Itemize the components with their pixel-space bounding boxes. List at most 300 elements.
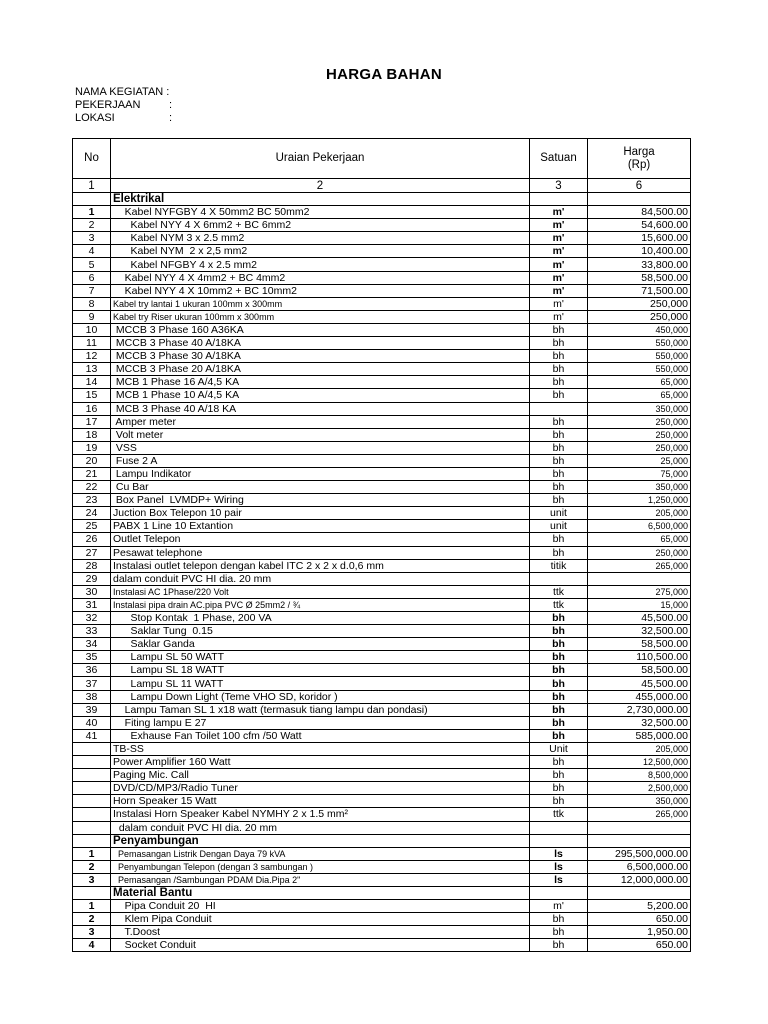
table-row bbox=[73, 520, 691, 533]
cell-no: 28 bbox=[73, 559, 111, 572]
cell-unit bbox=[530, 886, 588, 899]
cell-no: 33 bbox=[73, 625, 111, 638]
cell-no: 2 bbox=[73, 860, 111, 873]
cell-unit: bh bbox=[530, 350, 588, 363]
cell-price: 5,200.00 bbox=[588, 900, 691, 913]
col-index-3: 3 bbox=[530, 179, 588, 193]
cell-desc: Cu Bar bbox=[111, 481, 530, 494]
cell-no: 25 bbox=[73, 520, 111, 533]
cell-desc: Power Amplifier 160 Watt bbox=[111, 756, 530, 769]
cell-price: 550,000 bbox=[588, 363, 691, 376]
cell-unit: bh bbox=[530, 638, 588, 651]
cell-desc: Kabel NYM 2 x 2,5 mm2 bbox=[111, 245, 530, 258]
cell-price bbox=[588, 821, 691, 834]
cell-price: 250,000 bbox=[588, 428, 691, 441]
cell-unit: Unit bbox=[530, 742, 588, 755]
cell-unit: m' bbox=[530, 284, 588, 297]
cell-desc: Pemasangan /Sambungan PDAM Dia.Pipa 2" bbox=[111, 873, 530, 886]
table-row bbox=[73, 625, 691, 638]
table-row bbox=[73, 756, 691, 769]
cell-price: 265,000 bbox=[588, 808, 691, 821]
table-row bbox=[73, 782, 691, 795]
cell-price: 1,950.00 bbox=[588, 926, 691, 939]
table-header bbox=[73, 139, 691, 179]
cell-unit: bh bbox=[530, 677, 588, 690]
cell-desc: Instalasi pipa drain AC.pipa PVC Ø 25mm2 / ¾ bbox=[111, 598, 530, 611]
cell-unit: bh bbox=[530, 454, 588, 467]
meta-value: : bbox=[169, 99, 173, 111]
table-row bbox=[73, 232, 691, 245]
cell-unit: m' bbox=[530, 245, 588, 258]
cell-price: 58,500.00 bbox=[588, 638, 691, 651]
page-title: HARGA BAHAN bbox=[325, 66, 443, 83]
cell-no bbox=[73, 742, 111, 755]
cell-no bbox=[73, 193, 111, 206]
cell-no: 3 bbox=[73, 926, 111, 939]
cell-desc: dalam conduit PVC HI dia. 20 mm bbox=[111, 572, 530, 585]
table-row bbox=[73, 337, 691, 350]
cell-price: 54,600.00 bbox=[588, 219, 691, 232]
table-row bbox=[73, 441, 691, 454]
table-row bbox=[73, 559, 691, 572]
cell-desc: Kabel NYFGBY 4 X 50mm2 BC 50mm2 bbox=[111, 206, 530, 219]
table-row bbox=[73, 245, 691, 258]
table-row bbox=[73, 389, 691, 402]
cell-unit: bh bbox=[530, 913, 588, 926]
cell-no: 38 bbox=[73, 690, 111, 703]
cell-desc: Pesawat telephone bbox=[111, 546, 530, 559]
cell-unit: unit bbox=[530, 520, 588, 533]
cell-price: 45,500.00 bbox=[588, 677, 691, 690]
section-row bbox=[73, 886, 691, 899]
cell-no: 31 bbox=[73, 598, 111, 611]
cell-desc: DVD/CD/MP3/Radio Tuner bbox=[111, 782, 530, 795]
table-row bbox=[73, 860, 691, 873]
cell-desc: Amper meter bbox=[111, 415, 530, 428]
table-row bbox=[73, 612, 691, 625]
cell-price: 650.00 bbox=[588, 939, 691, 952]
cell-desc: MCCB 3 Phase 40 A/18KA bbox=[111, 337, 530, 350]
cell-price: 450,000 bbox=[588, 323, 691, 336]
meta-label: LOKASI bbox=[75, 112, 115, 124]
table-row bbox=[73, 284, 691, 297]
cell-desc: Lampu SL 50 WATT bbox=[111, 651, 530, 664]
table-row bbox=[73, 585, 691, 598]
cell-price: 205,000 bbox=[588, 507, 691, 520]
cell-unit: m' bbox=[530, 310, 588, 323]
table-row bbox=[73, 677, 691, 690]
cell-unit: ttk bbox=[530, 585, 588, 598]
meta-lokasi bbox=[75, 112, 172, 125]
cell-unit: bh bbox=[530, 389, 588, 402]
table-row bbox=[73, 467, 691, 480]
cell-price: 33,800.00 bbox=[588, 258, 691, 271]
cell-no bbox=[73, 756, 111, 769]
cell-no: 2 bbox=[73, 219, 111, 232]
cell-unit: bh bbox=[530, 939, 588, 952]
table-row bbox=[73, 219, 691, 232]
table-row bbox=[73, 900, 691, 913]
cell-price: 250,000 bbox=[588, 441, 691, 454]
cell-unit bbox=[530, 572, 588, 585]
meta-pekerjaan bbox=[75, 99, 172, 112]
cell-unit: bh bbox=[530, 926, 588, 939]
cell-price: 32,500.00 bbox=[588, 716, 691, 729]
header-satuan: Satuan bbox=[530, 139, 588, 179]
cell-price: 65,000 bbox=[588, 533, 691, 546]
cell-no: 14 bbox=[73, 376, 111, 389]
cell-price: 250,000 bbox=[588, 297, 691, 310]
table-row bbox=[73, 297, 691, 310]
table-row bbox=[73, 402, 691, 415]
table-row bbox=[73, 913, 691, 926]
table-row bbox=[73, 310, 691, 323]
table-row bbox=[73, 206, 691, 219]
cell-no: 17 bbox=[73, 415, 111, 428]
cell-desc: Kabel NYM 3 x 2.5 mm2 bbox=[111, 232, 530, 245]
header-harga bbox=[588, 139, 691, 179]
table-row bbox=[73, 821, 691, 834]
cell-desc: TB-SS bbox=[111, 742, 530, 755]
cell-desc: Socket Conduit bbox=[111, 939, 530, 952]
cell-unit: m' bbox=[530, 271, 588, 284]
cell-price: 350,000 bbox=[588, 795, 691, 808]
table-row bbox=[73, 847, 691, 860]
section-row bbox=[73, 193, 691, 206]
table-row bbox=[73, 926, 691, 939]
cell-no: 7 bbox=[73, 284, 111, 297]
table-row bbox=[73, 494, 691, 507]
cell-no bbox=[73, 808, 111, 821]
table-row bbox=[73, 454, 691, 467]
table-row bbox=[73, 808, 691, 821]
header-no: No bbox=[73, 139, 111, 179]
cell-unit: ls bbox=[530, 847, 588, 860]
cell-desc: MCB 1 Phase 10 A/4,5 KA bbox=[111, 389, 530, 402]
table-row bbox=[73, 481, 691, 494]
cell-no bbox=[73, 834, 111, 847]
table-row bbox=[73, 533, 691, 546]
cell-price: 1,250,000 bbox=[588, 494, 691, 507]
cell-desc: MCB 1 Phase 16 A/4,5 KA bbox=[111, 376, 530, 389]
table-row bbox=[73, 769, 691, 782]
cell-unit bbox=[530, 402, 588, 415]
table-row bbox=[73, 258, 691, 271]
cell-price: 350,000 bbox=[588, 402, 691, 415]
cell-desc: Kabel NYY 4 X 10mm2 + BC 10mm2 bbox=[111, 284, 530, 297]
table-row bbox=[73, 690, 691, 703]
cell-no: 11 bbox=[73, 337, 111, 350]
cell-desc: T.Doost bbox=[111, 926, 530, 939]
cell-unit: bh bbox=[530, 716, 588, 729]
cell-unit: bh bbox=[530, 769, 588, 782]
cell-no: 23 bbox=[73, 494, 111, 507]
meta-label: NAMA KEGIATAN : bbox=[75, 86, 170, 98]
cell-unit: bh bbox=[530, 651, 588, 664]
cell-no: 35 bbox=[73, 651, 111, 664]
cell-unit: bh bbox=[530, 428, 588, 441]
cell-price: 71,500.00 bbox=[588, 284, 691, 297]
cell-unit bbox=[530, 193, 588, 206]
cell-no: 41 bbox=[73, 729, 111, 742]
table-row bbox=[73, 376, 691, 389]
cell-no bbox=[73, 795, 111, 808]
cell-unit: titik bbox=[530, 559, 588, 572]
table-row bbox=[73, 428, 691, 441]
cell-price: 15,000 bbox=[588, 598, 691, 611]
cell-no: 12 bbox=[73, 350, 111, 363]
cell-no bbox=[73, 782, 111, 795]
cell-unit: ttk bbox=[530, 808, 588, 821]
cell-desc: Stop Kontak 1 Phase, 200 VA bbox=[111, 612, 530, 625]
cell-no: 1 bbox=[73, 900, 111, 913]
cell-desc: Outlet Telepon bbox=[111, 533, 530, 546]
cell-unit: bh bbox=[530, 612, 588, 625]
cell-desc: MCCB 3 Phase 30 A/18KA bbox=[111, 350, 530, 363]
cell-desc: Kabel NYY 4 X 4mm2 + BC 4mm2 bbox=[111, 271, 530, 284]
cell-price: 25,000 bbox=[588, 454, 691, 467]
table-row bbox=[73, 664, 691, 677]
table-row bbox=[73, 350, 691, 363]
cell-price: 45,500.00 bbox=[588, 612, 691, 625]
cell-unit: bh bbox=[530, 363, 588, 376]
cell-no: 30 bbox=[73, 585, 111, 598]
cell-no: 19 bbox=[73, 441, 111, 454]
cell-desc: Klem Pipa Conduit bbox=[111, 913, 530, 926]
cell-unit: ls bbox=[530, 873, 588, 886]
cell-unit: unit bbox=[530, 507, 588, 520]
cell-unit: bh bbox=[530, 376, 588, 389]
cell-price: 8,500,000 bbox=[588, 769, 691, 782]
cell-no: 8 bbox=[73, 297, 111, 310]
table-row bbox=[73, 363, 691, 376]
cell-desc: Lampu Indikator bbox=[111, 467, 530, 480]
table-row bbox=[73, 795, 691, 808]
cell-price: 550,000 bbox=[588, 350, 691, 363]
cell-desc: Penyambungan bbox=[111, 834, 530, 847]
table-row bbox=[73, 271, 691, 284]
table-row bbox=[73, 415, 691, 428]
cell-unit bbox=[530, 821, 588, 834]
cell-unit: bh bbox=[530, 625, 588, 638]
cell-no: 6 bbox=[73, 271, 111, 284]
cell-price: 6,500,000.00 bbox=[588, 860, 691, 873]
cell-unit: m' bbox=[530, 219, 588, 232]
cell-price: 110,500.00 bbox=[588, 651, 691, 664]
cell-desc: Saklar Tung 0.15 bbox=[111, 625, 530, 638]
cell-desc: Horn Speaker 15 Watt bbox=[111, 795, 530, 808]
cell-no bbox=[73, 769, 111, 782]
cell-no: 4 bbox=[73, 245, 111, 258]
cell-price: 12,000,000.00 bbox=[588, 873, 691, 886]
cell-unit: m' bbox=[530, 297, 588, 310]
table-row bbox=[73, 729, 691, 742]
cell-unit: m' bbox=[530, 900, 588, 913]
cell-no: 4 bbox=[73, 939, 111, 952]
cell-price: 12,500,000 bbox=[588, 756, 691, 769]
cell-price bbox=[588, 834, 691, 847]
cell-price: 250,000 bbox=[588, 310, 691, 323]
cell-desc: MCB 3 Phase 40 A/18 KA bbox=[111, 402, 530, 415]
table-row bbox=[73, 651, 691, 664]
cell-no: 22 bbox=[73, 481, 111, 494]
cell-unit: bh bbox=[530, 664, 588, 677]
cell-desc: Lampu Taman SL 1 x18 watt (termasuk tiang lampu dan pondasi) bbox=[111, 703, 530, 716]
column-index-row bbox=[73, 179, 691, 193]
meta-label: PEKERJAAN bbox=[75, 99, 141, 111]
cell-desc: Penyambungan Telepon (dengan 3 sambungan ) bbox=[111, 860, 530, 873]
cell-price: 250,000 bbox=[588, 546, 691, 559]
table-row bbox=[73, 939, 691, 952]
cell-no: 39 bbox=[73, 703, 111, 716]
cell-price bbox=[588, 193, 691, 206]
cell-no: 1 bbox=[73, 847, 111, 860]
cell-price: 650.00 bbox=[588, 913, 691, 926]
cell-desc: Volt meter bbox=[111, 428, 530, 441]
cell-price: 75,000 bbox=[588, 467, 691, 480]
cell-price: 2,730,000.00 bbox=[588, 703, 691, 716]
cell-desc: Kabel try lantai 1 ukuran 100mm x 300mm bbox=[111, 297, 530, 310]
cell-unit: ls bbox=[530, 860, 588, 873]
cell-price: 6,500,000 bbox=[588, 520, 691, 533]
cell-no: 15 bbox=[73, 389, 111, 402]
col-index-1: 1 bbox=[73, 179, 111, 193]
cell-price: 32,500.00 bbox=[588, 625, 691, 638]
meta-kegiatan bbox=[75, 86, 169, 99]
cell-desc: dalam conduit PVC HI dia. 20 mm bbox=[111, 821, 530, 834]
cell-no: 13 bbox=[73, 363, 111, 376]
price-table bbox=[72, 138, 691, 952]
cell-no: 16 bbox=[73, 402, 111, 415]
section-row bbox=[73, 834, 691, 847]
col-index-2: 2 bbox=[111, 179, 530, 193]
cell-no: 9 bbox=[73, 310, 111, 323]
cell-desc: Lampu Down Light (Teme VHO SD, koridor ) bbox=[111, 690, 530, 703]
cell-price: 15,600.00 bbox=[588, 232, 691, 245]
table-row bbox=[73, 598, 691, 611]
cell-no: 26 bbox=[73, 533, 111, 546]
cell-unit: bh bbox=[530, 756, 588, 769]
cell-no: 1 bbox=[73, 206, 111, 219]
cell-desc: Pemasangan Listrik Dengan Daya 79 kVA bbox=[111, 847, 530, 860]
cell-unit: bh bbox=[530, 546, 588, 559]
cell-unit: ttk bbox=[530, 598, 588, 611]
cell-no: 24 bbox=[73, 507, 111, 520]
cell-price: 65,000 bbox=[588, 389, 691, 402]
cell-desc: Instalasi outlet telepon dengan kabel ITC 2 x 2 x d.0,6 mm bbox=[111, 559, 530, 572]
meta-value: : bbox=[169, 112, 173, 124]
col-index-4: 6 bbox=[588, 179, 691, 193]
cell-unit: m' bbox=[530, 232, 588, 245]
cell-desc: MCCB 3 Phase 160 A36KA bbox=[111, 323, 530, 336]
cell-no bbox=[73, 821, 111, 834]
cell-desc: Juction Box Telepon 10 pair bbox=[111, 507, 530, 520]
cell-price: 550,000 bbox=[588, 337, 691, 350]
cell-price: 58,500.00 bbox=[588, 271, 691, 284]
cell-no: 40 bbox=[73, 716, 111, 729]
cell-unit: bh bbox=[530, 703, 588, 716]
cell-unit: bh bbox=[530, 690, 588, 703]
cell-no: 36 bbox=[73, 664, 111, 677]
table-row bbox=[73, 546, 691, 559]
cell-desc: Fuse 2 A bbox=[111, 454, 530, 467]
cell-desc: MCCB 3 Phase 20 A/18KA bbox=[111, 363, 530, 376]
cell-price: 10,400.00 bbox=[588, 245, 691, 258]
cell-no bbox=[73, 886, 111, 899]
cell-unit: bh bbox=[530, 481, 588, 494]
cell-unit: bh bbox=[530, 441, 588, 454]
cell-no: 18 bbox=[73, 428, 111, 441]
cell-price: 250,000 bbox=[588, 415, 691, 428]
cell-price: 65,000 bbox=[588, 376, 691, 389]
cell-desc: Pipa Conduit 20 HI bbox=[111, 900, 530, 913]
cell-desc: Box Panel LVMDP+ Wiring bbox=[111, 494, 530, 507]
cell-desc: Paging Mic. Call bbox=[111, 769, 530, 782]
cell-no: 5 bbox=[73, 258, 111, 271]
cell-price: 205,000 bbox=[588, 742, 691, 755]
table-row bbox=[73, 873, 691, 886]
cell-unit: m' bbox=[530, 258, 588, 271]
cell-no: 3 bbox=[73, 873, 111, 886]
cell-unit: bh bbox=[530, 415, 588, 428]
cell-no: 34 bbox=[73, 638, 111, 651]
cell-unit: bh bbox=[530, 533, 588, 546]
cell-price: 455,000.00 bbox=[588, 690, 691, 703]
cell-price: 84,500.00 bbox=[588, 206, 691, 219]
table-row bbox=[73, 507, 691, 520]
cell-unit: bh bbox=[530, 795, 588, 808]
cell-unit: bh bbox=[530, 782, 588, 795]
cell-desc: Saklar Ganda bbox=[111, 638, 530, 651]
cell-no: 21 bbox=[73, 467, 111, 480]
cell-price: 585,000.00 bbox=[588, 729, 691, 742]
table-row bbox=[73, 572, 691, 585]
cell-desc: Instalasi Horn Speaker Kabel NYMHY 2 x 1.5 mm² bbox=[111, 808, 530, 821]
cell-no: 37 bbox=[73, 677, 111, 690]
cell-unit: bh bbox=[530, 467, 588, 480]
cell-unit: bh bbox=[530, 323, 588, 336]
cell-price bbox=[588, 886, 691, 899]
cell-price: 2,500,000 bbox=[588, 782, 691, 795]
cell-desc: Elektrikal bbox=[111, 193, 530, 206]
table-row bbox=[73, 638, 691, 651]
cell-price: 265,000 bbox=[588, 559, 691, 572]
table-row bbox=[73, 703, 691, 716]
cell-unit: bh bbox=[530, 337, 588, 350]
cell-no: 20 bbox=[73, 454, 111, 467]
cell-desc: Kabel try Riser ukuran 100mm x 300mm bbox=[111, 310, 530, 323]
cell-no: 2 bbox=[73, 913, 111, 926]
cell-no: 29 bbox=[73, 572, 111, 585]
cell-desc: PABX 1 Line 10 Extantion bbox=[111, 520, 530, 533]
cell-price: 350,000 bbox=[588, 481, 691, 494]
cell-price: 58,500.00 bbox=[588, 664, 691, 677]
cell-desc: Instalasi AC 1Phase/220 Volt bbox=[111, 585, 530, 598]
cell-desc: Kabel NFGBY 4 x 2.5 mm2 bbox=[111, 258, 530, 271]
cell-price: 275,000 bbox=[588, 585, 691, 598]
cell-desc: Material Bantu bbox=[111, 886, 530, 899]
cell-desc: Exhause Fan Toilet 100 cfm /50 Watt bbox=[111, 729, 530, 742]
cell-desc: VSS bbox=[111, 441, 530, 454]
cell-desc: Lampu SL 11 WATT bbox=[111, 677, 530, 690]
header-harga-label: Harga (Rp) bbox=[623, 145, 655, 171]
cell-price: 295,500,000.00 bbox=[588, 847, 691, 860]
cell-unit bbox=[530, 834, 588, 847]
table-row bbox=[73, 716, 691, 729]
cell-desc: Lampu SL 18 WATT bbox=[111, 664, 530, 677]
cell-unit: bh bbox=[530, 729, 588, 742]
cell-unit: m' bbox=[530, 206, 588, 219]
